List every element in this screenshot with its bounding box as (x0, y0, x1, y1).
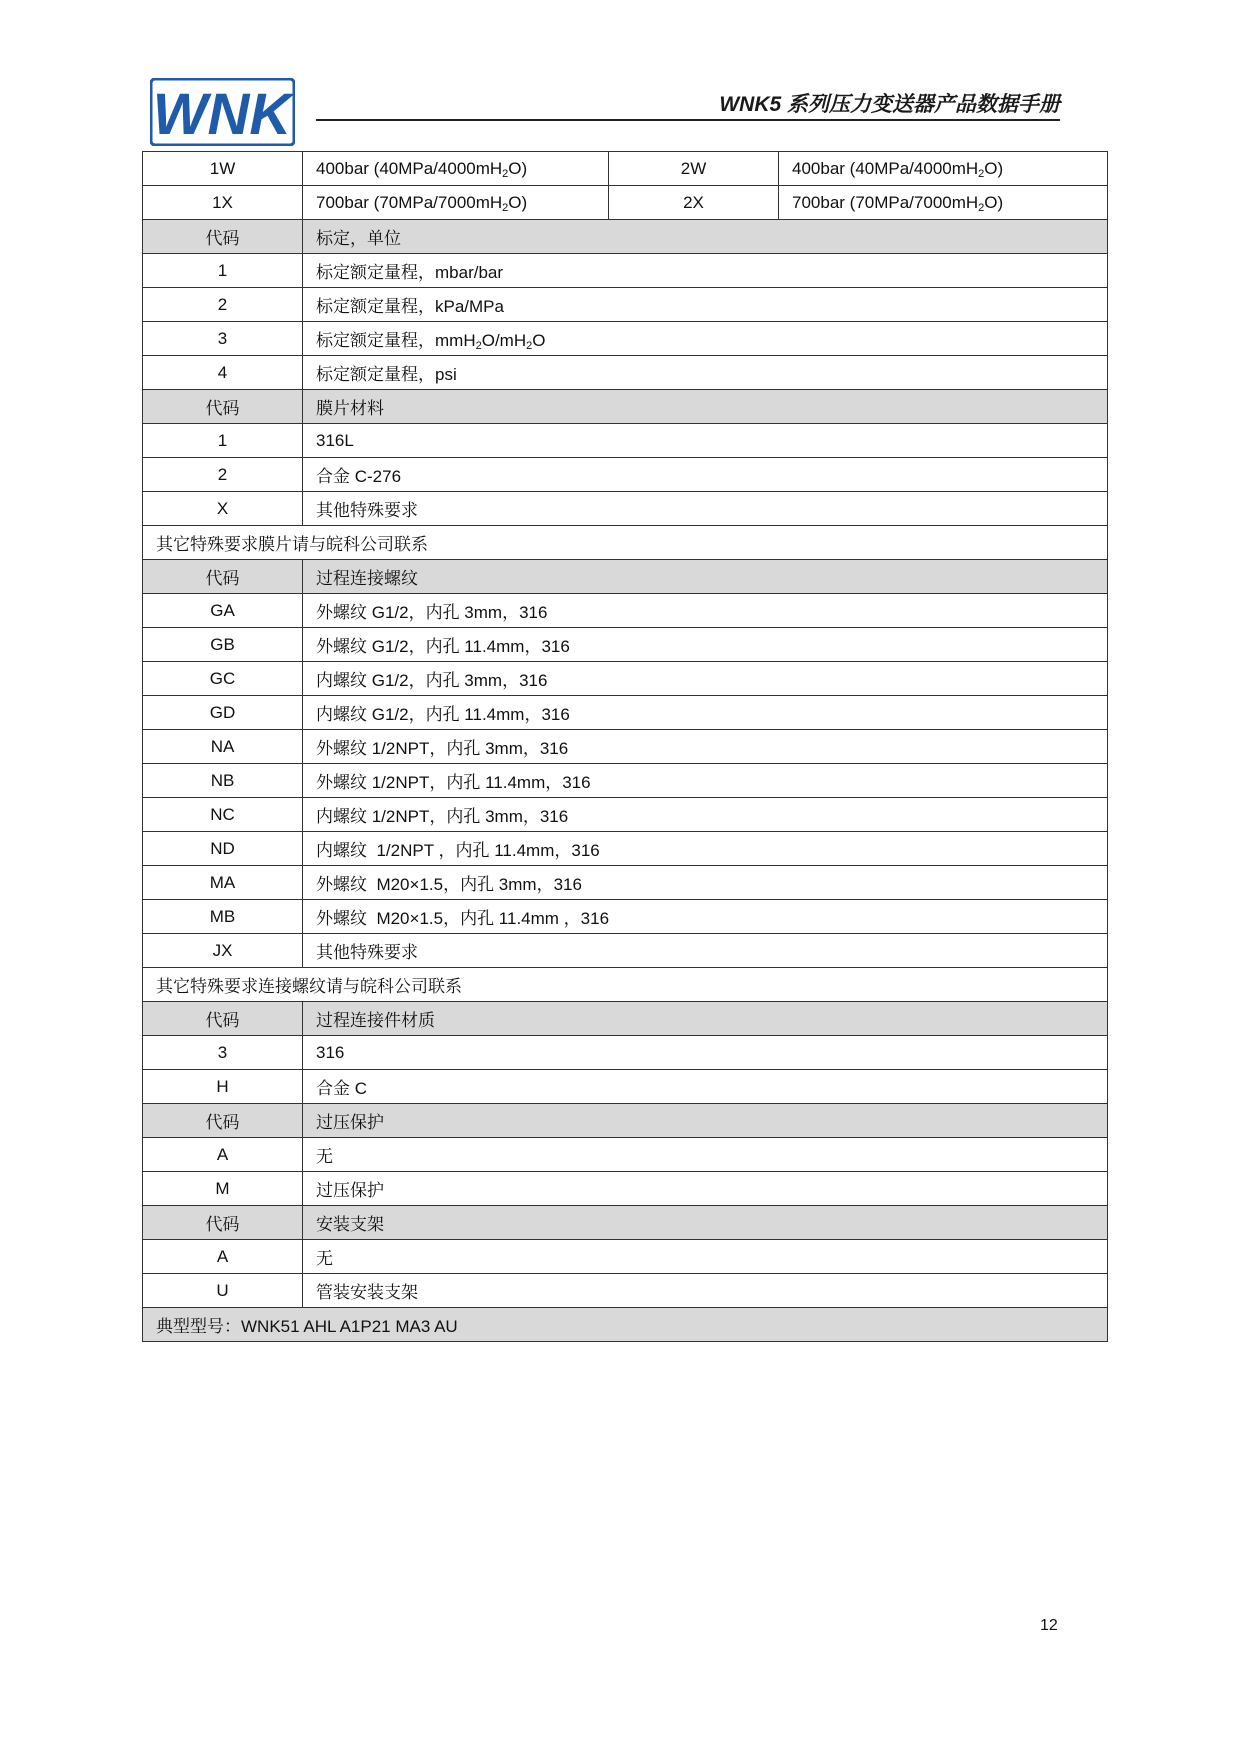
header-code-cell: 代码 (143, 1002, 303, 1036)
desc-cell: 其他特殊要求 (303, 492, 1108, 526)
table-row (143, 662, 1108, 696)
desc-cell: 外螺纹 1/2NPT，内孔 11.4mm，316 (303, 764, 1108, 798)
table-row (143, 1138, 1108, 1172)
table-row (143, 628, 1108, 662)
value-cell: 700bar $(70MPa/7000mH_2O)$ (779, 186, 1108, 220)
desc-cell: 无 (303, 1240, 1108, 1274)
code-cell: 1X (143, 186, 303, 220)
header-title-cell: 过压保护 (303, 1104, 1108, 1138)
table-row (143, 458, 1108, 492)
table-row (143, 322, 1108, 356)
header-title-cell: 膜片材料 (303, 390, 1108, 424)
desc-cell: 内螺纹 1/2NPT ，内孔 11.4mm，316 (303, 832, 1108, 866)
typical-model-row (143, 1308, 1108, 1342)
typical-model-cell: 典型型号：WNK51 AHL A1P21 MA3 AU (143, 1308, 1108, 1342)
code-cell: ND (143, 832, 303, 866)
code-cell: NA (143, 730, 303, 764)
table-row (143, 186, 1108, 220)
section-header-diaphragm (143, 390, 1108, 424)
code-cell: 3 (143, 1036, 303, 1070)
header-title-cell: 标定，单位 (303, 220, 1108, 254)
header-code-cell: 代码 (143, 560, 303, 594)
note-cell: 其它特殊要求膜片请与皖科公司联系 (143, 526, 1108, 560)
desc-cell: 过压保护 (303, 1172, 1108, 1206)
desc-cell: 外螺纹 G1/2，内孔 3mm，316 (303, 594, 1108, 628)
desc-cell: 内螺纹 G1/2，内孔 11.4mm，316 (303, 696, 1108, 730)
code-cell: 1 (143, 254, 303, 288)
desc-cell: 其他特殊要求 (303, 934, 1108, 968)
table-row (143, 424, 1108, 458)
table-row (143, 152, 1108, 186)
table-row (143, 1070, 1108, 1104)
spec-table (142, 151, 1108, 1342)
header-title-cell: 过程连接螺纹 (303, 560, 1108, 594)
section-header-thread (143, 560, 1108, 594)
section-header-overpressure (143, 1104, 1108, 1138)
code-cell: MB (143, 900, 303, 934)
table-row (143, 288, 1108, 322)
note-row (143, 526, 1108, 560)
desc-cell: 316L (303, 424, 1108, 458)
section-header-calibration (143, 220, 1108, 254)
code-cell: 2W (609, 152, 779, 186)
table-row (143, 798, 1108, 832)
code-cell: U (143, 1274, 303, 1308)
desc-cell: 标定额定量程，$mmH_2O/mH_2O$ (303, 322, 1108, 356)
code-cell: NB (143, 764, 303, 798)
table-row (143, 254, 1108, 288)
code-cell: GD (143, 696, 303, 730)
wnk-logo (150, 78, 295, 146)
code-cell: M (143, 1172, 303, 1206)
table-row (143, 1240, 1108, 1274)
value-cell: 400bar $(40MPa/4000mH_2O)$ (779, 152, 1108, 186)
code-cell: 1W (143, 152, 303, 186)
table-row (143, 492, 1108, 526)
table-row (143, 1036, 1108, 1070)
header-rule (316, 119, 1060, 121)
page-number: 12 (1040, 1617, 1058, 1634)
table-row (143, 356, 1108, 390)
section-header-bracket (143, 1206, 1108, 1240)
header-code-cell: 代码 (143, 220, 303, 254)
desc-cell: 标定额定量程，mbar/bar (303, 254, 1108, 288)
code-cell: 1 (143, 424, 303, 458)
code-cell: X (143, 492, 303, 526)
header-title-cell: 安装支架 (303, 1206, 1108, 1240)
table-row (143, 934, 1108, 968)
document-title: WNK5 系列压力变送器产品数据手册 (719, 93, 1060, 116)
desc-cell: 内螺纹 1/2NPT，内孔 3mm，316 (303, 798, 1108, 832)
header-code-cell: 代码 (143, 390, 303, 424)
table-row (143, 730, 1108, 764)
code-cell: A (143, 1138, 303, 1172)
value-cell: 700bar $(70MPa/7000mH_2O)$ (303, 186, 609, 220)
value-cell: 400bar $(40MPa/4000mH_2O)$ (303, 152, 609, 186)
code-cell: GC (143, 662, 303, 696)
table-row (143, 832, 1108, 866)
desc-cell: 标定额定量程，kPa/MPa (303, 288, 1108, 322)
code-cell: GA (143, 594, 303, 628)
code-cell: A (143, 1240, 303, 1274)
desc-cell: 合金 C (303, 1070, 1108, 1104)
desc-cell: 管装安装支架 (303, 1274, 1108, 1308)
table-row (143, 866, 1108, 900)
logo-text: WNK (152, 82, 292, 146)
code-cell: JX (143, 934, 303, 968)
code-cell: 4 (143, 356, 303, 390)
desc-cell: 316 (303, 1036, 1108, 1070)
desc-cell: 内螺纹 G1/2，内孔 3mm，316 (303, 662, 1108, 696)
section-header-connection-material (143, 1002, 1108, 1036)
code-cell: NC (143, 798, 303, 832)
note-cell: 其它特殊要求连接螺纹请与皖科公司联系 (143, 968, 1108, 1002)
table-row (143, 900, 1108, 934)
header-code-cell: 代码 (143, 1206, 303, 1240)
table-row (143, 696, 1108, 730)
desc-cell: 外螺纹 G1/2，内孔 11.4mm，316 (303, 628, 1108, 662)
code-cell: H (143, 1070, 303, 1104)
code-cell: MA (143, 866, 303, 900)
code-cell: 3 (143, 322, 303, 356)
code-cell: 2 (143, 288, 303, 322)
desc-cell: 外螺纹 M20×1.5，内孔 3mm，316 (303, 866, 1108, 900)
header-title-cell: 过程连接件材质 (303, 1002, 1108, 1036)
desc-cell: 合金 C-276 (303, 458, 1108, 492)
table-row (143, 1172, 1108, 1206)
table-row (143, 1274, 1108, 1308)
table-row (143, 764, 1108, 798)
desc-cell: 外螺纹 1/2NPT，内孔 3mm，316 (303, 730, 1108, 764)
desc-cell: 标定额定量程，psi (303, 356, 1108, 390)
header-code-cell: 代码 (143, 1104, 303, 1138)
code-cell: 2X (609, 186, 779, 220)
desc-cell: 无 (303, 1138, 1108, 1172)
code-cell: GB (143, 628, 303, 662)
code-cell: 2 (143, 458, 303, 492)
note-row (143, 968, 1108, 1002)
desc-cell: 外螺纹 M20×1.5，内孔 11.4mm ，316 (303, 900, 1108, 934)
table-row (143, 594, 1108, 628)
